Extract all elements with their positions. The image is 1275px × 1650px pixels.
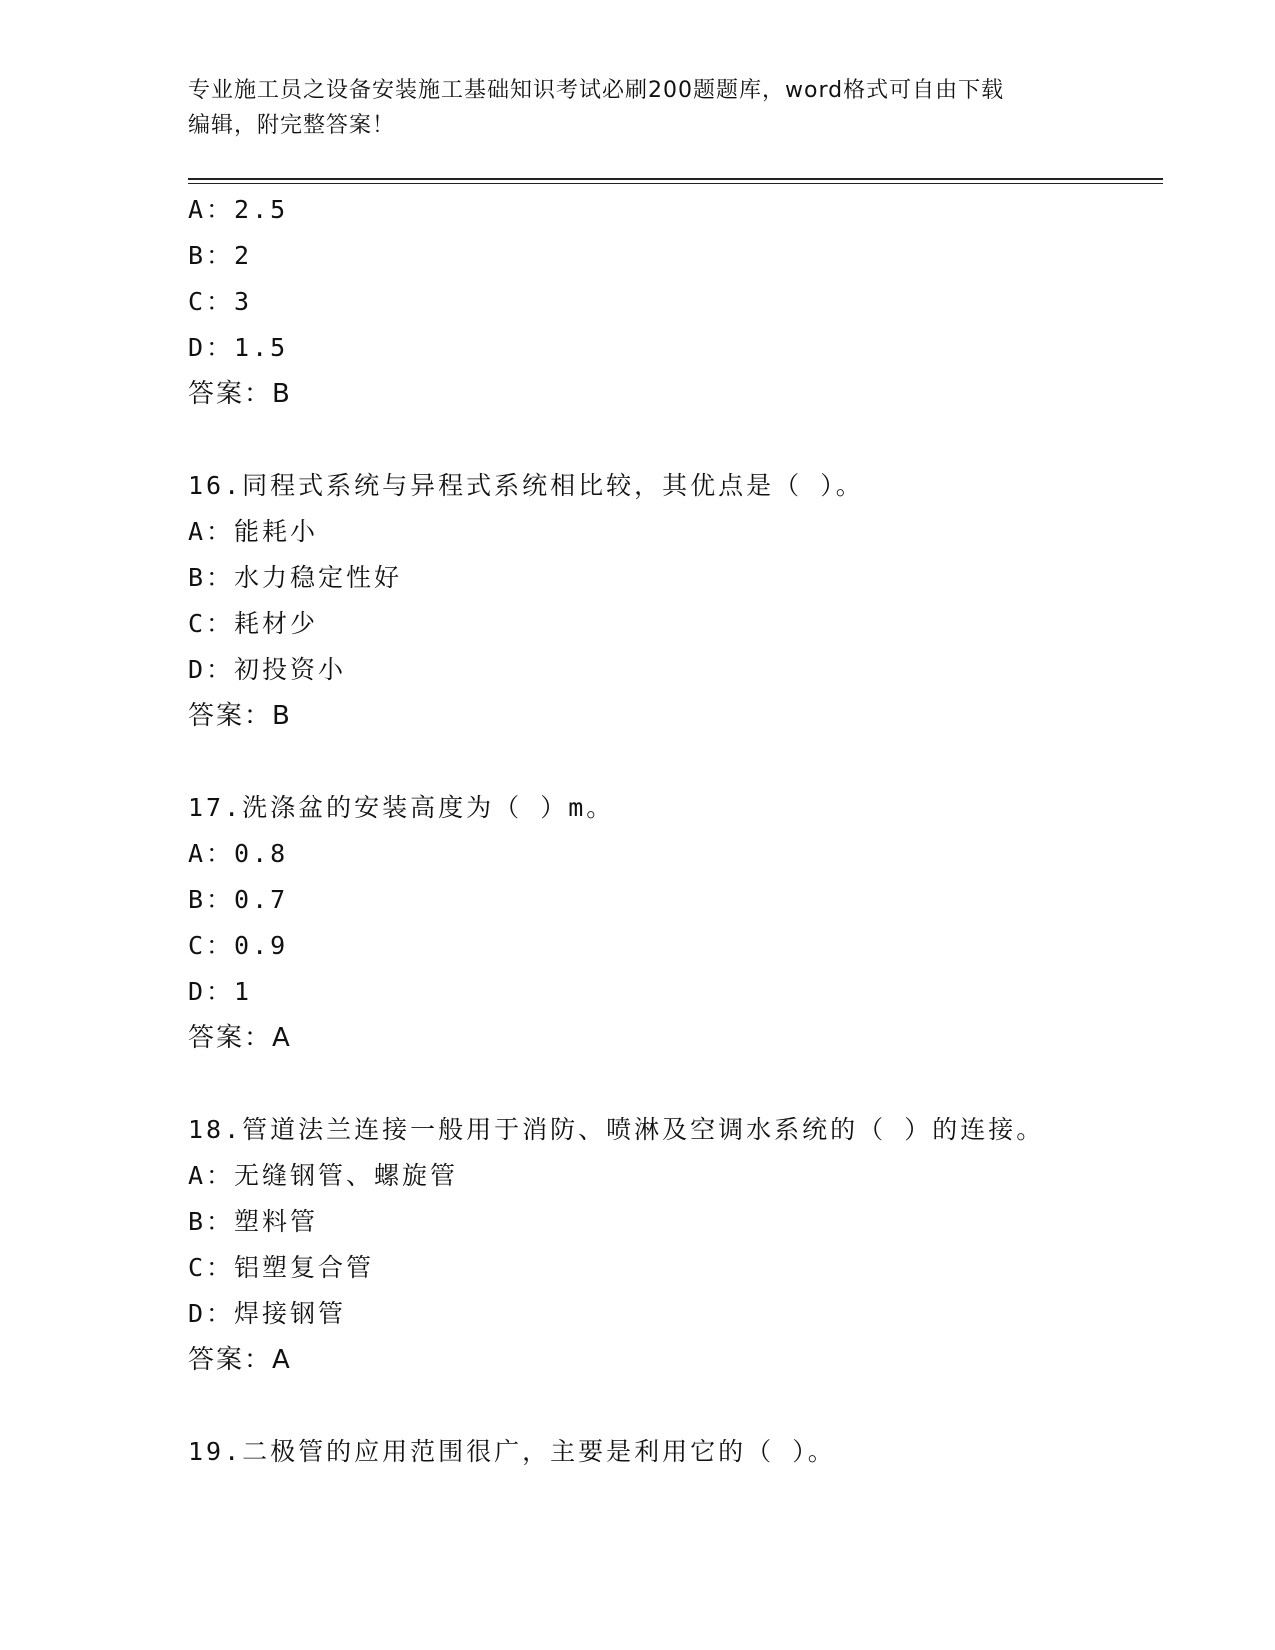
q18-answer: 答案：A bbox=[188, 1345, 292, 1375]
q17-option-c: C：0.9 bbox=[188, 931, 289, 960]
q16-question: 16.同程式系统与异程式系统相比较，其优点是（ ）。 bbox=[188, 471, 864, 500]
q18-option-a: A：无缝钢管、螺旋管 bbox=[188, 1161, 459, 1190]
q17-option-d: D：1 bbox=[188, 977, 253, 1006]
q15-option-a: A：2.5 bbox=[188, 195, 289, 224]
q16-option-b: B：水力稳定性好 bbox=[188, 563, 403, 592]
q17-option-b: B：0.7 bbox=[188, 885, 289, 914]
q16-answer: 答案：B bbox=[188, 701, 292, 731]
q18-option-d: D：焊接钢管 bbox=[188, 1299, 347, 1328]
q18-option-c: C：铝塑复合管 bbox=[188, 1253, 375, 1282]
header-divider-thin bbox=[188, 183, 1163, 184]
header-title-line-1: 专业施工员之设备安装施工基础知识考试必刷200题题库，word格式可自由下载 bbox=[188, 78, 1005, 103]
q15-option-d: D：1.5 bbox=[188, 333, 289, 362]
q15-option-c: C：3 bbox=[188, 287, 253, 316]
q18-option-b: B：塑料管 bbox=[188, 1207, 319, 1236]
q16-option-d: D：初投资小 bbox=[188, 655, 347, 684]
q15-option-b: B：2 bbox=[188, 241, 253, 270]
document-header bbox=[188, 73, 1088, 143]
q17-answer: 答案：A bbox=[188, 1023, 292, 1053]
q16-option-a: A：能耗小 bbox=[188, 517, 319, 546]
q16-option-c: C：耗材少 bbox=[188, 609, 319, 638]
header-divider-thick bbox=[188, 178, 1163, 180]
q19-question: 19.二极管的应用范围很广，主要是利用它的（ ）。 bbox=[188, 1437, 836, 1466]
header-title-line-2: 编辑，附完整答案！ bbox=[188, 113, 396, 138]
q17-option-a: A：0.8 bbox=[188, 839, 289, 868]
q17-question: 17.洗涤盆的安装高度为（ ）m。 bbox=[188, 793, 615, 822]
q15-answer: 答案：B bbox=[188, 379, 292, 409]
q18-question: 18.管道法兰连接一般用于消防、喷淋及空调水系统的（ ）的连接。 bbox=[188, 1115, 1045, 1144]
